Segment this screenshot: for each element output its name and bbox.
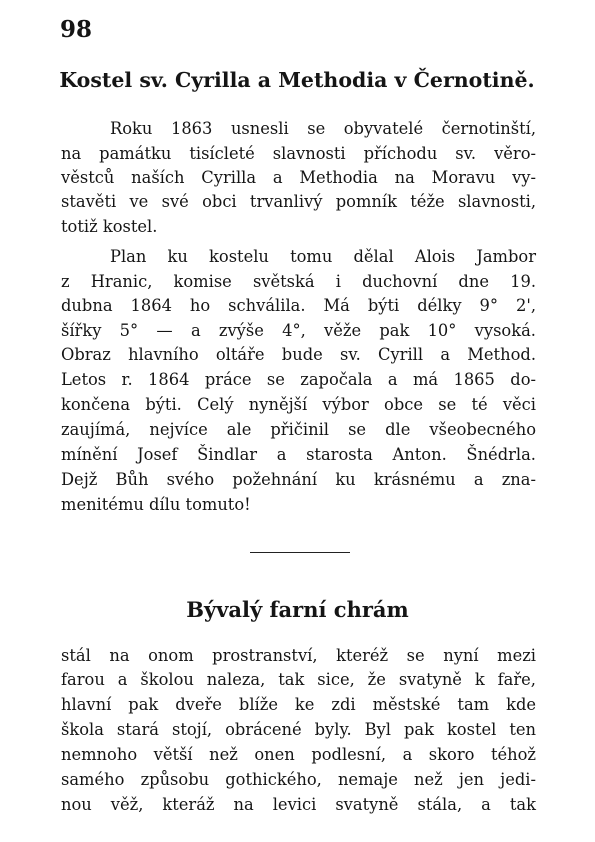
- text-line: Plan ku kostelu tomu dělal Alois Jambor: [110, 247, 536, 266]
- text-line: Roku 1863 usnesli se obyvatelé černotinští,: [110, 119, 536, 138]
- text-line: dubna 1864 ho schválila. Má býti délky 9° 2',: [61, 296, 536, 315]
- text-line: z Hranic, komise světská i duchovní dne 19.: [61, 272, 536, 291]
- text-line: Obraz hlavního oltáře bude sv. Cyrill a Method.: [61, 345, 536, 364]
- text-line: nemnoho větší než onen podlesní, a skoro téhož: [61, 745, 536, 764]
- text-line: stál na onom prostranství, kteréž se nyní mezi: [61, 646, 536, 665]
- section-heading: Bývalý farní chrám: [186, 597, 409, 622]
- text-line: mínění Josef Šindlar a starosta Anton. Šnédrla.: [61, 445, 536, 464]
- text-line: hlavní pak dveře blíže ke zdi městské tam kde: [61, 695, 536, 714]
- text-line: stavěti ve své obci trvanlivý pomník téže slavnosti,: [61, 192, 536, 211]
- section-divider: [250, 552, 350, 553]
- text-line: Letos r. 1864 práce se započala a má 1865 do-: [61, 370, 536, 389]
- text-line: věstců naších Cyrilla a Methodia na Moravu vy-: [61, 168, 536, 187]
- text-line: totiž kostel.: [61, 217, 158, 236]
- text-line: na památku tisícleté slavnosti příchodu sv. věro-: [61, 144, 536, 163]
- text-line: končena býti. Celý nynější výbor obce se té věci: [61, 395, 536, 414]
- text-line: nou věž, kteráž na levici svatyně stála, a tak: [61, 795, 536, 814]
- text-line: zaujímá, nejvíce ale přičinil se dle všeobecného: [61, 420, 536, 439]
- text-line: šířky 5° — a zvýše 4°, věže pak 10° vysoká.: [61, 321, 536, 340]
- page-number: 98: [60, 16, 93, 43]
- text-line: škola stará stojí, obrácené byly. Byl pak kostel ten: [61, 720, 536, 739]
- text-line: Dejž Bůh svého požehnání ku krásnému a zna-: [61, 470, 536, 489]
- text-line: farou a školou naleza, tak sice, že svatyně k faře,: [61, 670, 536, 689]
- text-line: samého způsobu gothického, nemaje než jen jedi-: [61, 770, 536, 789]
- text-line: menitému dílu tomuto!: [61, 495, 251, 514]
- chapter-heading: Kostel sv. Cyrilla a Methodia v Černotině.: [59, 68, 535, 92]
